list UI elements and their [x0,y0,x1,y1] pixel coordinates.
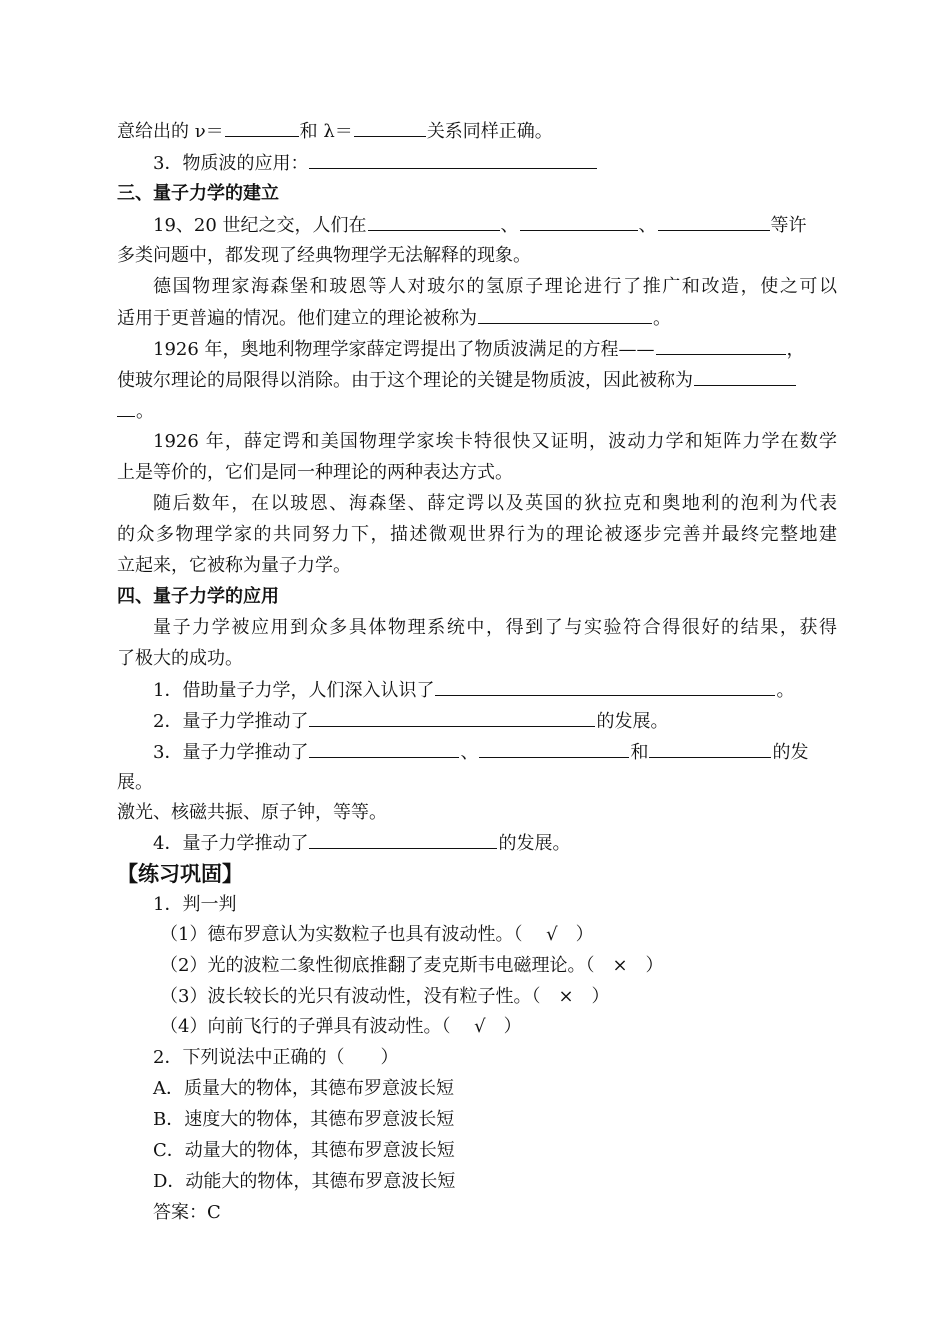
text-line [153,828,837,858]
blank-line [520,210,638,231]
text-line: 德国物理家海森堡和玻恩等人对玻尔的氢原子理论进行了推广和改造，使之可以 [153,276,837,297]
section-heading: 三、量子力学的建立 [117,183,279,204]
blank-line [479,737,629,758]
option-a: A．质量大的物体，其德布罗意波长短 [153,1078,454,1099]
text: 、 [460,742,479,763]
text-line [117,396,837,426]
blank-line [225,116,299,137]
text-line [153,210,837,240]
blank-line [309,148,597,169]
text: 4．量子力学推动了 [153,833,309,854]
text: 。 [136,401,154,422]
text: 、 [638,215,657,236]
text: 。 [776,680,795,701]
text: 和 λ＝ [299,121,353,142]
text-line: 多类问题中，都发现了经典物理学无法解释的现象。 [117,245,531,266]
text-line [153,737,837,767]
text-line: 量子力学被应用到众多具体物理系统中，得到了与实验符合得很好的结果，获得 [153,617,837,638]
text-line [117,303,837,333]
text-line: 1．判一判 [153,894,237,915]
text-line: 展。 [117,772,153,793]
text-line: 上是等价的，它们是同一种理论的两种表达方式。 [117,462,513,483]
blank-line [656,334,786,355]
text-line [153,148,837,178]
text-line: 立起来，它被称为量子力学。 [117,555,351,576]
text: 的发展。 [596,711,669,732]
answer: 答案：C [153,1202,221,1223]
text: 3．量子力学推动了 [153,742,309,763]
blank-line [435,675,775,696]
practice-heading: 【练习巩固】 [117,861,243,886]
text-line: （2）光的波粒二象性彻底推翻了麦克斯韦电磁理论。（ × ） [160,955,664,976]
option-d: D．动能大的物体，其德布罗意波长短 [153,1171,456,1192]
text-line [153,334,837,364]
text: 2．量子力学推动了 [153,711,309,732]
text-line: 1926 年，薛定谔和美国物理学家埃卡特很快又证明，波动力学和矩阵力学在数学 [153,431,837,452]
text: 、 [500,215,519,236]
text: 关系同样正确。 [426,121,553,142]
option-b: B．速度大的物体，其德布罗意波长短 [153,1109,455,1130]
option-c: C．动量大的物体，其德布罗意波长短 [153,1140,455,1161]
text-line: （4）向前飞行的子弹具有波动性。（ √ ） [160,1016,522,1037]
blank-line [368,210,500,231]
text: 1．借助量子力学，人们深入认识了 [153,680,435,701]
text: ， [786,339,805,360]
text-line: （1）德布罗意认为实数粒子也具有波动性。（ √ ） [160,924,594,945]
text: 和 [630,742,649,763]
text: 适用于更普遍的情况。他们建立的理论被称为 [117,308,477,329]
section-heading: 四、量子力学的应用 [117,586,279,607]
text-line: 了极大的成功。 [117,648,243,669]
blank-line [649,737,771,758]
text-line [153,706,837,736]
text-line: （3）波长较长的光只有波动性，没有粒子性。（ × ） [160,986,610,1007]
blank-line [309,828,497,849]
blank-line [117,396,135,417]
text: 3．物质波的应用： [153,153,309,174]
text: 使玻尔理论的局限得以消除。由于这个理论的关键是物质波，因此被称为 [117,370,693,391]
text-line: 2．下列说法中正确的（ ） [153,1047,399,1068]
blank-line [658,210,770,231]
text-line [117,116,837,146]
blank-line [309,706,595,727]
text-line [117,365,837,395]
blank-line [478,303,652,324]
blank-line [309,737,459,758]
text-line [153,675,837,705]
text-line: 随后数年，在以玻恩、海森堡、薛定谔以及英国的狄拉克和奥地利的泡利为代表 [153,493,837,514]
blank-line [694,365,796,386]
text: 。 [653,308,671,329]
text: 1926 年，奥地利物理学家薛定谔提出了物质波满足的方程—— [153,339,655,360]
text: 的发展。 [498,833,571,854]
text: 19、20 世纪之交，人们在 [153,215,367,236]
text: 等许 [770,215,807,236]
text: 意给出的 ν＝ [117,121,224,142]
text-line: 激光、核磁共振、原子钟，等等。 [117,802,387,823]
text: 的发 [772,742,809,763]
text-line: 的众多物理学家的共同努力下，描述微观世界行为的理论被逐步完善并最终完整地建 [117,524,837,545]
blank-line [354,116,426,137]
